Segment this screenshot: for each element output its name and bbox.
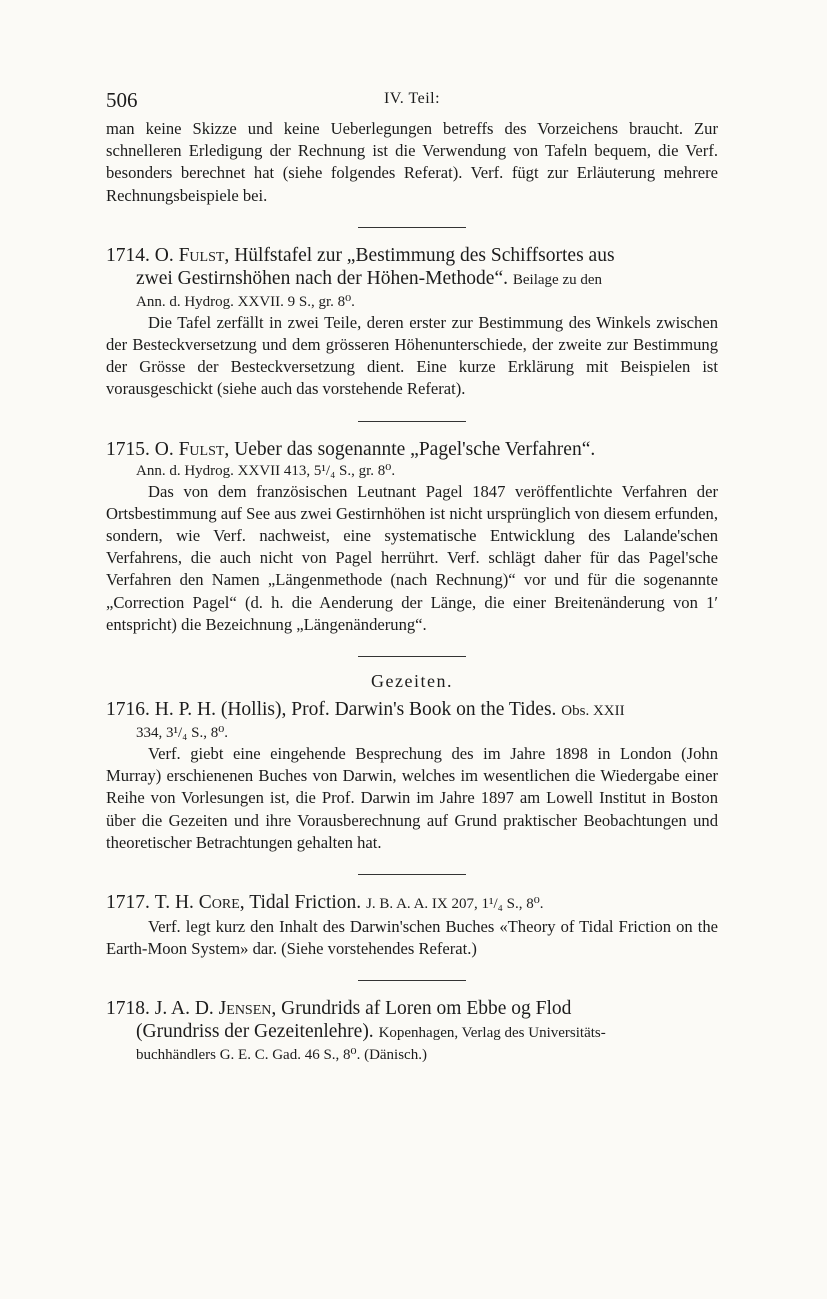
entry-abstract: Verf. legt kurz den Inhalt des Darwin'schen Buches «Theory of Tidal Friction on the Earth-Moon System» dar. (Siehe vorstehendes Referat.): [106, 917, 718, 959]
entry-author: O. Fulst,: [154, 244, 230, 266]
entry-source-cont: Ann. d. Hydrog. XXVII. 9 S., gr. 8⁰.: [136, 293, 355, 310]
entry-1715: [106, 438, 718, 636]
entry-author: H. P. H. (Hollis),: [154, 699, 287, 721]
entry-heading: [106, 891, 718, 916]
entry-title: Grundrids af Loren om Ebbe og Flod: [281, 998, 572, 1020]
entry-source: Beilage zu den: [512, 271, 603, 288]
entry-1714: [106, 244, 718, 401]
entry-source: Ann. d. Hydrog. XXVII 413, 5¹/₄ S., gr. 8⁰.: [136, 462, 396, 479]
entry-number: 1715.: [106, 438, 150, 460]
entry-number: 1718.: [106, 998, 150, 1020]
entry-author: J. A. D. Jensen,: [154, 998, 277, 1020]
entry-number: 1716.: [106, 699, 150, 721]
entry-title-cont: (Grundriss der Gezeitenlehre).: [136, 1021, 374, 1043]
entry-heading: [106, 244, 718, 292]
page-number: 506: [106, 88, 138, 112]
entry-title: Hülfstafel zur „Bestimmung des Schiffsortes aus: [234, 244, 615, 266]
separator-rule: [358, 421, 466, 422]
entry-abstract: Die Tafel zerfällt in zwei Teile, deren erster zur Bestimmung des Winkels zwischen der Besteckversetzung und dem grösseren Höhenunterschiede, der zweite zur Bestimmung der Grösse der Besteckversetzung dient. Eine kurze Erklärung mit Beispielen ist vorausgeschickt (siehe auch das vorstehende Referat).: [106, 312, 718, 399]
entry-number: 1717.: [106, 892, 150, 914]
entry-title: Ueber das sogenannte „Pagel'sche Verfahren“.: [234, 438, 596, 460]
entry-source: Obs. XXII: [561, 703, 625, 720]
entry-abstract: Das von dem französischen Leutnant Pagel 1847 veröffentlichte Verfahren der Ortsbestimmung auf See aus zwei Gestirnhöhen ist nicht ursprünglich von diesem erfunden, sondern, wie Verf. nachweist, eine systematische Entwicklung des Lalande'schen Verfahrens, die auch nicht von Pagel herrührt. Verf. schlägt daher für das Pagel'sche Verfahren den Namen „Längenmethode (nach Rechnung)“ vor und für die sogenannte „Correction Pagel“ (d. h. die Aenderung der Länge, die einer Breitenänderung von 1′ entspricht) die Bezeichnung „Längenänderung“.: [106, 481, 718, 634]
running-head: [106, 88, 718, 118]
entry-author: O. Fulst,: [154, 438, 230, 460]
entry-source-cont: 334, 3¹/₄ S., 8⁰.: [136, 725, 228, 742]
entry-1716: [106, 698, 718, 854]
entry-heading: [106, 698, 718, 723]
separator-rule: [358, 656, 466, 657]
entry-title-cont: zwei Gestirnshöhen nach der Höhen-Methode“.: [136, 267, 508, 289]
entry-author: T. H. Core,: [154, 892, 245, 914]
separator-rule: [358, 227, 466, 228]
entry-number: 1714.: [106, 244, 150, 266]
separator-rule: [358, 874, 466, 875]
separator-rule: [358, 980, 466, 981]
intro-paragraph: man keine Skizze und keine Ueberlegungen betreffs des Vorzeichens braucht. Zur schnelleren Erledigung der Rechnung ist die Verwendung von Tafeln bequem, die Verf. besonders berechnet hat (siehe folgendes Referat). Verf. fügt zur Erläuterung mehrere Rechnungsbeispiele bei.: [106, 119, 718, 205]
document-page: [106, 88, 718, 1065]
section-heading: Gezeiten.: [371, 671, 453, 692]
entry-1718: [106, 997, 718, 1065]
entry-1717: [106, 891, 718, 960]
entry-title: Prof. Darwin's Book on the Tides.: [291, 699, 557, 721]
entry-abstract: Verf. giebt eine eingehende Besprechung des im Jahre 1898 in London (John Murray) erschienenen Buches von Darwin, welches im wesentlichen die Wiedergabe einer Reihe von Vorlesungen ist, die Prof. Darwin im Jahre 1897 am Lowell Institut in Boston über die Gezeiten und ihre Vorausberechnung auf Grund praktischer Beobachtungen und theoretischer Betrachtungen gehalten hat.: [106, 744, 718, 852]
entry-title: Tidal Friction.: [249, 892, 362, 914]
entry-heading: [106, 997, 718, 1045]
entry-heading: [106, 438, 718, 461]
entry-source-cont: buchhändlers G. E. C. Gad. 46 S., 8⁰. (Dänisch.): [136, 1047, 427, 1064]
running-title: IV. Teil:: [383, 90, 441, 107]
entry-source: Kopenhagen, Verlag des Universitäts-: [378, 1025, 606, 1042]
entry-source: J. B. A. A. IX 207, 1¹/₄ S., 8⁰.: [366, 896, 544, 913]
